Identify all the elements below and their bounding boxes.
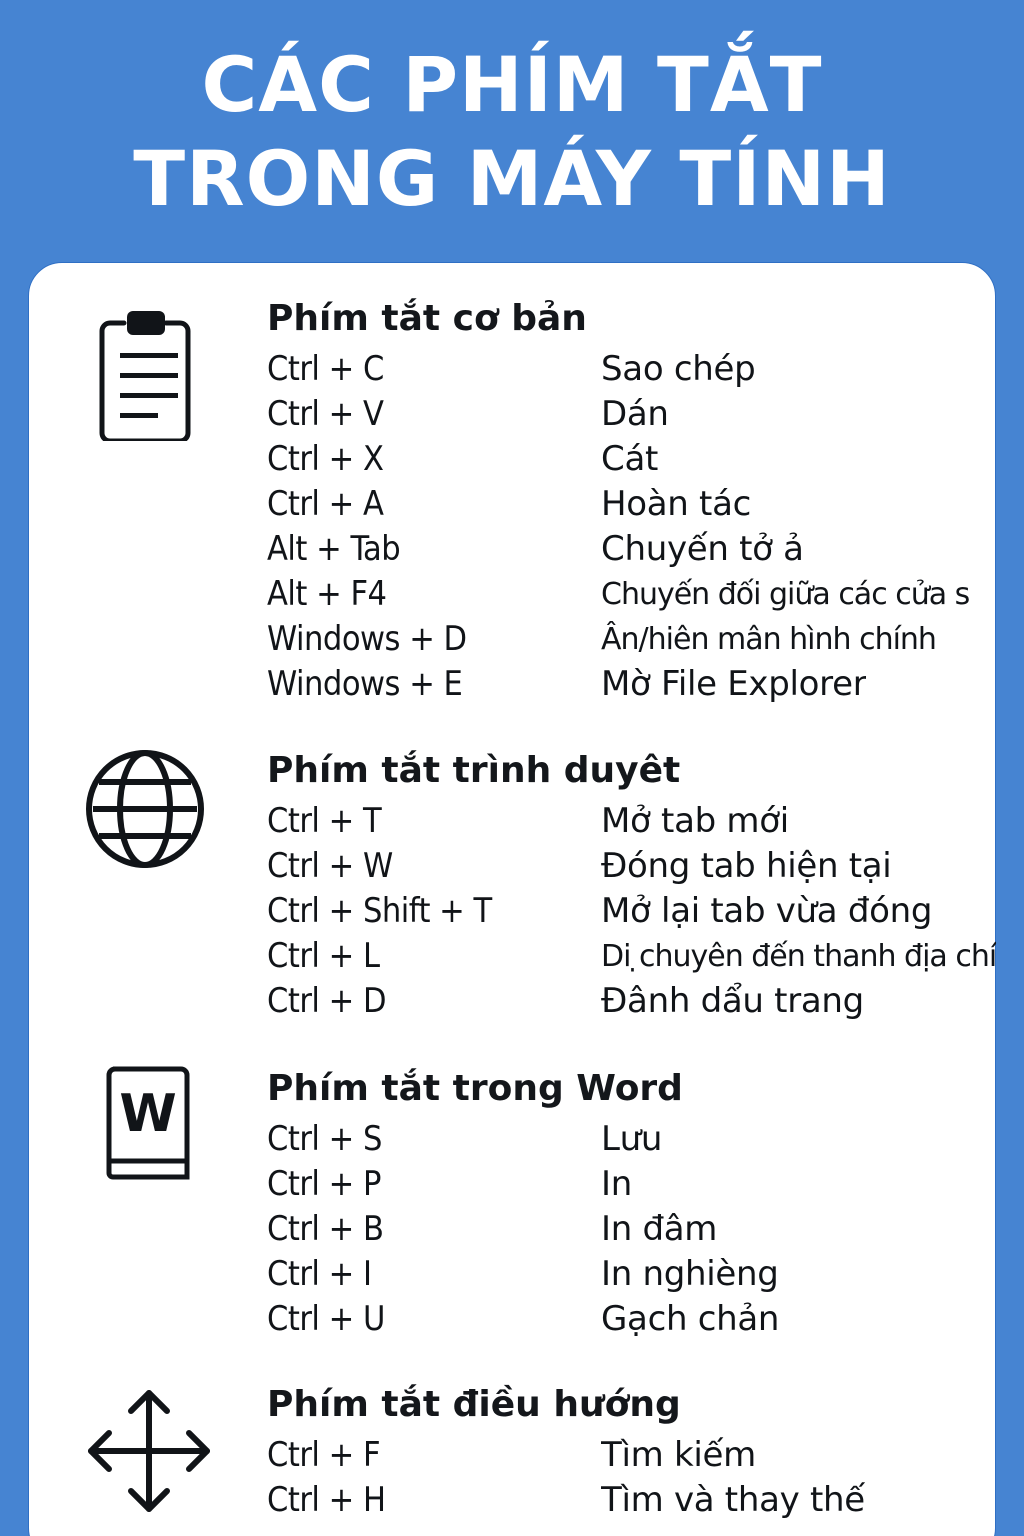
shortcut-description: Đânh dẩu trang <box>601 981 864 1021</box>
shortcut-key: Ctrl + X <box>267 439 384 479</box>
shortcut-description: Lưu <box>601 1119 663 1159</box>
globe-icon <box>75 739 215 879</box>
shortcut-row <box>267 1433 997 1478</box>
clipboard-icon <box>79 301 219 441</box>
shortcut-key: Ctrl + C <box>267 349 384 389</box>
shortcut-key: Alt + F4 <box>267 574 387 614</box>
shortcut-description: Tìm kiếm <box>601 1435 756 1475</box>
shortcut-key: Windows + E <box>267 664 463 704</box>
move-arrows-icon <box>79 1381 219 1521</box>
shortcut-description: Sao chép <box>601 349 756 389</box>
shortcut-description: Cát <box>601 439 659 479</box>
shortcut-row <box>267 347 997 392</box>
shortcut-key: Ctrl + F <box>267 1435 381 1475</box>
shortcut-description: Mở tab mới <box>601 801 789 841</box>
shortcut-row <box>267 437 997 482</box>
shortcut-list <box>267 1433 997 1523</box>
shortcut-row <box>267 979 997 1024</box>
shortcut-row <box>267 934 997 979</box>
shortcut-key: Ctrl + H <box>267 1480 386 1520</box>
shortcut-description: Hoàn tác <box>601 484 752 524</box>
shortcut-row <box>267 889 997 934</box>
section-heading: Phím tắt trong Word <box>267 1068 683 1109</box>
section-heading: Phím tắt trình duyêt <box>267 750 681 791</box>
shortcut-row <box>267 1252 997 1297</box>
title-line-2: TRONG MÁY TÍNH <box>133 134 891 223</box>
word-document-icon <box>79 1053 219 1193</box>
shortcuts-card <box>28 262 996 1536</box>
shortcut-description: Đóng tab hiện tại <box>601 846 892 886</box>
shortcut-key: Ctrl + U <box>267 1299 385 1339</box>
shortcut-row <box>267 1162 997 1207</box>
shortcut-row <box>267 482 997 527</box>
shortcut-list <box>267 799 997 1024</box>
shortcut-list <box>267 1117 997 1342</box>
shortcut-description: Di ̣chuyên đến thanh địa chí <box>601 939 997 974</box>
shortcut-key: Ctrl + W <box>267 846 393 886</box>
shortcut-key: Alt + Tab <box>267 529 401 569</box>
shortcut-row <box>267 1117 997 1162</box>
shortcut-description: Chuyến đối giữa các cửa s <box>601 577 970 612</box>
shortcut-list <box>267 347 997 707</box>
shortcut-key: Ctrl + T <box>267 801 382 841</box>
section-heading: Phím tắt cơ bản <box>267 298 587 339</box>
shortcut-description: Dán <box>601 394 669 434</box>
shortcut-key: Ctrl + Shift + T <box>267 891 492 931</box>
shortcut-row <box>267 844 997 889</box>
shortcut-row <box>267 1297 997 1342</box>
shortcut-row <box>267 392 997 437</box>
page-title <box>0 38 1024 226</box>
shortcut-description: Gạch chản <box>601 1299 780 1339</box>
shortcut-description: Ân/hiên mân hình chính <box>601 622 936 657</box>
shortcut-key: Ctrl + B <box>267 1209 384 1249</box>
shortcut-row <box>267 617 997 662</box>
title-line-1: CÁC PHÍM TẮT <box>201 40 823 129</box>
shortcut-description: In đâm <box>601 1209 718 1249</box>
shortcut-key: Ctrl + D <box>267 981 387 1021</box>
shortcut-description: Chuyến tở ả <box>601 529 804 569</box>
shortcut-key: Ctrl + I <box>267 1254 372 1294</box>
shortcut-key: Ctrl + P <box>267 1164 381 1204</box>
shortcut-key: Ctrl + S <box>267 1119 382 1159</box>
shortcut-key: Windows + D <box>267 619 467 659</box>
svg-text:W: W <box>119 1084 177 1144</box>
shortcut-row <box>267 799 997 844</box>
shortcut-key: Ctrl + A <box>267 484 384 524</box>
shortcut-row <box>267 527 997 572</box>
shortcut-row <box>267 662 997 707</box>
shortcut-key: Ctrl + V <box>267 394 384 434</box>
shortcut-row <box>267 572 997 617</box>
shortcut-row <box>267 1207 997 1252</box>
section-heading: Phím tắt điều hướng <box>267 1384 681 1425</box>
shortcut-description: Tìm và thay thế <box>601 1480 865 1520</box>
shortcut-description: Mờ File Explorer <box>601 664 867 704</box>
shortcut-key: Ctrl + L <box>267 936 380 976</box>
shortcut-row <box>267 1478 997 1523</box>
shortcut-description: In <box>601 1164 632 1204</box>
shortcut-description: In nghièng <box>601 1254 779 1294</box>
shortcut-description: Mở lại tab vừa đóng <box>601 891 933 931</box>
